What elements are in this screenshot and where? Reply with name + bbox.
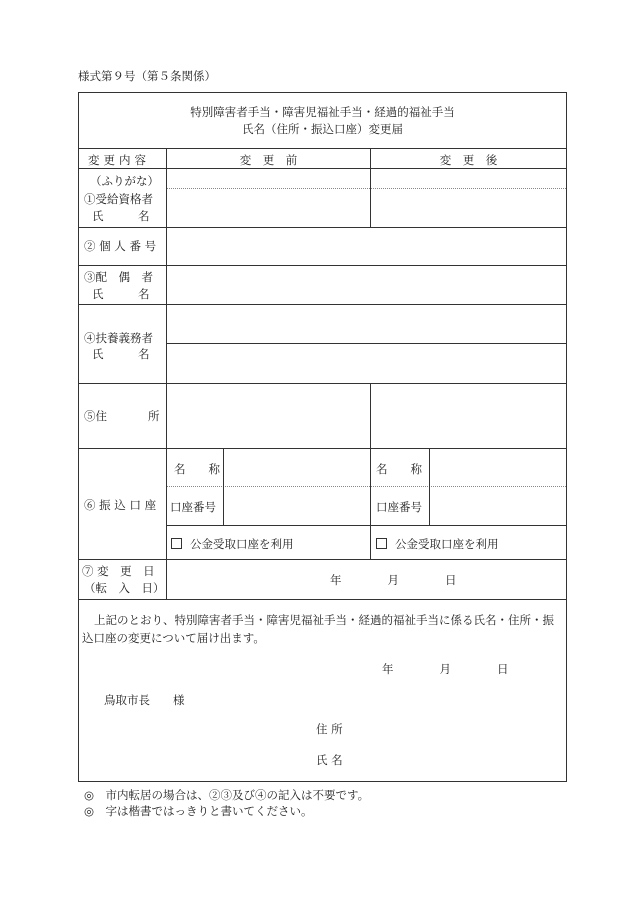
form-title-line2: 氏名（住所・振込口座）変更届 <box>242 122 403 136</box>
change-date-sub-label: （転 入 日） <box>84 581 165 595</box>
account-number-label-after: 口座番号 <box>376 500 422 514</box>
statement-text: 上記のとおり、特別障害者手当・障害児福祉手当・経過的福祉手当に係る氏名・住所・振込口座の変更について届け出ます。 <box>82 613 554 645</box>
address-label-2: 所 <box>148 409 160 423</box>
form-title-line1: 特別障害者手当・障害児福祉手当・経過的福祉手当 <box>190 105 455 119</box>
recipient-name-label: 氏 名 <box>92 209 150 223</box>
change-date-field[interactable]: 年 月 日 <box>330 573 457 587</box>
public-account-before[interactable] <box>171 536 294 552</box>
account-number-label-before: 口座番号 <box>170 500 216 514</box>
note-2: ◎ 字は楷書ではっきりと書いてください。 <box>84 804 313 818</box>
applicant-address-label: 住 所 <box>316 722 343 736</box>
public-account-after-checkbox[interactable] <box>376 538 387 549</box>
header-before: 変 更 前 <box>239 153 298 167</box>
header-after: 変 更 後 <box>439 153 498 167</box>
supporter-label: ④扶養義務者 <box>84 331 153 345</box>
address-before-field[interactable] <box>167 384 369 447</box>
header-item: 変更内容 <box>88 153 150 167</box>
note-1: ◎ 市内転居の場合は、②③及び④の記入は不要です。 <box>84 788 370 802</box>
spouse-name-label: 氏 名 <box>92 287 150 301</box>
change-date-label: ⑦ 変 更 日 <box>82 564 155 578</box>
individual-number-label: ② 個 人 番 号 <box>84 239 157 253</box>
supporter-field-2[interactable] <box>167 344 565 382</box>
bank-name-after-field[interactable] <box>430 449 565 485</box>
recipient-after-field[interactable] <box>371 169 565 226</box>
recipient-before-field[interactable] <box>167 169 369 226</box>
addressee: 鳥取市長 様 <box>104 693 185 707</box>
public-account-before-checkbox[interactable] <box>171 538 182 549</box>
supporter-name-label: 氏 名 <box>92 347 150 361</box>
account-before-field[interactable] <box>224 487 369 524</box>
public-account-before-label: 公金受取口座を利用 <box>190 537 294 551</box>
furigana-label: （ふりがな） <box>90 174 159 188</box>
public-account-after[interactable] <box>376 536 499 552</box>
bank-name-before-field[interactable] <box>224 449 369 485</box>
bank-name-label-after: 名 称 <box>376 462 422 476</box>
bank-name-label-before: 名 称 <box>174 462 220 476</box>
bank-label: ⑥ 振 込 口 座 <box>84 498 157 512</box>
applicant-name-label: 氏 名 <box>316 753 343 767</box>
account-after-field[interactable] <box>430 487 565 524</box>
address-label: ⑤住 <box>84 409 107 423</box>
recipient-label: ①受給資格者 <box>84 192 153 206</box>
public-account-after-label: 公金受取口座を利用 <box>395 537 499 551</box>
form-number: 様式第９号（第５条関係） <box>78 69 216 83</box>
individual-number-field[interactable] <box>167 228 565 264</box>
address-after-field[interactable] <box>371 384 565 447</box>
spouse-label: ③配 偶 者 <box>84 270 153 284</box>
sign-date[interactable]: 年 月 日 <box>382 662 509 676</box>
supporter-field-1[interactable] <box>167 305 565 342</box>
spouse-field[interactable] <box>167 266 565 303</box>
